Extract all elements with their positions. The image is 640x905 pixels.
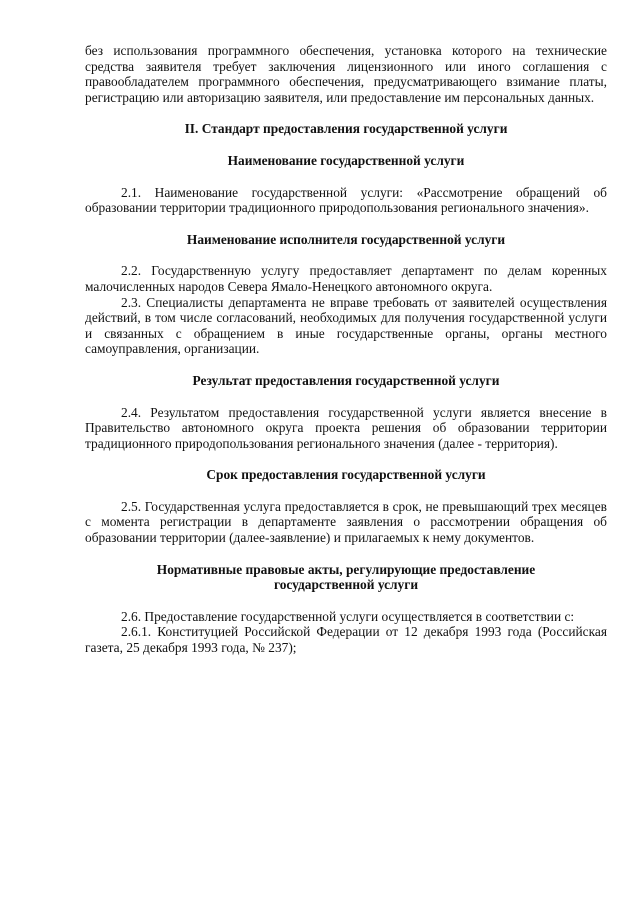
paragraph-2-6: 2.6. Предоставление государственной услуги осуществляется в соответствии с: — [121, 608, 575, 624]
paragraph-2-3: 2.3. Специалисты департамента не вправе требовать от заявителей осуществления действий, в том числе согласований, необходимых для получения государственной услуги и связанных с обращением в иные государственные органы, органы местного самоуправления, организации. — [85, 294, 607, 357]
paragraph-2-2: 2.2. Государственную услугу предоставляет департамент по делам коренных малочисленных народов Севера Ямало-Ненецкого автономного округа. — [85, 263, 607, 294]
paragraph-2-5: 2.5. Государственная услуга предоставляется в срок, не превышающий трех месяцев с момента регистрации в департаменте заявления о рассмотрении обращения об образовании территории (далее-заявление) и прилагаемых к нему документов. — [85, 498, 607, 546]
intro-paragraph: без использования программного обеспечения, установка которого на технические средства заявителя требует заключения лицензионного или иного соглашения с правообладателем программного обеспечения, предусматривающего взимание платы, регистрацию или авторизацию заявителя, или предоставление им персональных данных. — [85, 43, 607, 105]
paragraph-2-4: 2.4. Результатом предоставления государственной услуги является внесение в Правительство автономного округа проекта решения об образовании территории традиционного природопользования регионального значения (далее - территория). — [85, 404, 607, 451]
heading-legal-acts: Нормативные правовые акты, регулирующие предоставление государственной услуги — [156, 561, 536, 593]
paragraph-2-1: 2.1. Наименование государственной услуги: «Рассмотрение обращений об образовании территории традиционного природопользования регионального значения». — [85, 184, 607, 216]
heading-service-term: Срок предоставления государственной услуги — [206, 467, 486, 483]
section-title: II. Стандарт предоставления государственной услуги — [184, 121, 508, 137]
heading-service-name: Наименование государственной услуги — [227, 152, 465, 168]
document-page — [85, 43, 607, 656]
heading-service-executor: Наименование исполнителя государственной услуги — [186, 231, 506, 247]
paragraph-2-6-1: 2.6.1. Конституцией Российской Федерации от 12 декабря 1993 года (Российская газета, 25 декабря 1993 года, № 237); — [85, 624, 607, 656]
heading-service-result: Результат предоставления государственной услуги — [192, 372, 500, 388]
